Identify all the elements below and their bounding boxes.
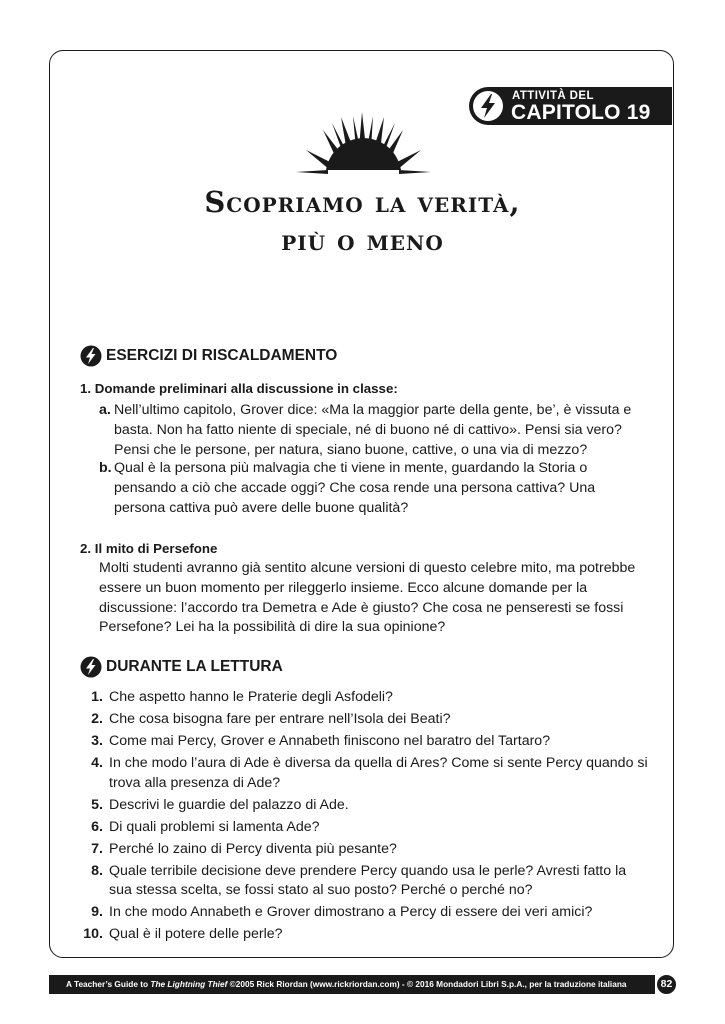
item-number: 8.: [91, 862, 103, 879]
item-text: Che aspetto hanno le Praterie degli Asfodeli?: [109, 689, 393, 705]
page-title-line-1: Scopriamo la verità,: [204, 185, 521, 219]
list-item: [80, 925, 650, 945]
item-number: 9.: [91, 904, 103, 921]
item-number: 6.: [91, 818, 103, 835]
item-number: 10.: [83, 926, 103, 943]
item-text: Nell’ultimo capitolo, Grover dice: «Ma la maggior parte della gente, be’, è vissuta e basta. Non ha fatto niente di speciale, né di buono né di cattivo». Pensi sia vero? Pensi che le persone, per natura, siano buone, cattive, o una via di mezzo?: [114, 402, 632, 458]
page-number: 82: [656, 974, 677, 995]
section-heading-text: DURANTE LA LETTURA: [106, 658, 283, 675]
chapter-badge: [469, 87, 672, 125]
item-text: In che modo Annabeth e Grover dimostrano a Percy di essere dei veri amici?: [109, 904, 593, 921]
item-text: Descrivi le guardie del palazzo di Ade.: [109, 796, 349, 813]
reading-question-list: [80, 688, 650, 947]
item-text: Qual è il potere delle perle?: [109, 926, 283, 943]
item-label: a.: [99, 402, 111, 418]
item-text: Molti studenti avranno già sentito alcune versioni di questo celebre mito, ma potrebbe essere un buon momento per rileggerlo insieme. Ecco alcune domande per la discussione: l’accordo tra Demetra e Ade è giusto? Che cosa ne penseresti se fossi Persefone? Lei ha la possibilità di dire la sua opinione?: [99, 560, 636, 636]
lightning-bolt-icon: [80, 656, 102, 678]
page-title-line-2: più o meno: [281, 223, 444, 257]
list-item: [80, 840, 650, 860]
footer-suffix: ©2005 Rick Riordan (www.rickriordan.com) - © 2016 Mondadori Libri S.p.A., per la traduzione italiana: [227, 979, 627, 989]
badge-label-big: CAPITOLO 19: [511, 101, 651, 124]
footer-prefix: A Teacher’s Guide to: [66, 979, 151, 989]
footer-book-title: The Lightning Thief: [150, 979, 228, 989]
list-item: [80, 862, 650, 902]
item-text: Come mai Percy, Grover e Annabeth finiscono nel baratro del Tartaro?: [109, 732, 551, 749]
item-number: 7.: [91, 840, 103, 857]
list-item: [80, 754, 650, 794]
item-label: b.: [99, 460, 112, 476]
question-title: 2. Il mito di Persefone: [80, 541, 218, 556]
item-number: 2.: [91, 710, 103, 727]
item-number: 5.: [91, 796, 103, 813]
list-item: [80, 688, 650, 708]
question-title: 1. Domande preliminari alla discussione in classe:: [80, 381, 398, 396]
item-number: 4.: [91, 754, 103, 771]
item-text: Che cosa bisogna fare per entrare nell’Isola dei Beati?: [109, 710, 451, 727]
item-text: Di quali problemi si lamenta Ade?: [109, 818, 320, 835]
item-text: Qual è la persona più malvagia che ti viene in mente, guardando la Storia o pensando a ciò che accade oggi? Che cosa rende una persona cattiva? Una persona cattiva può avere delle buone qualità?: [114, 460, 596, 516]
list-item: [80, 732, 650, 752]
lightning-bolt-icon: [80, 345, 102, 367]
list-item: [80, 796, 650, 816]
lightning-bolt-icon: [472, 90, 504, 122]
item-text: In che modo l’aura di Ade è diversa da quella di Ares? Come si sente Percy quando si trova alla presenza di Ade?: [109, 754, 648, 791]
list-item: [80, 710, 650, 730]
rising-sun-icon: [296, 110, 431, 180]
list-item: [80, 903, 650, 923]
item-text: Perché lo zaino di Percy diventa più pesante?: [109, 840, 397, 857]
item-number: 1.: [91, 689, 103, 705]
list-item: [80, 818, 650, 838]
item-text: Quale terribile decisione deve prendere Percy quando usa le perle? Avresti fatto la sua stessa scelta, se fossi stato al suo posto? Perché o perché no?: [109, 862, 627, 899]
badge-label-small: ATTIVITÀ DEL: [512, 90, 594, 102]
footer-bar: [49, 975, 655, 994]
section-heading-text: ESERCIZI DI RISCALDAMENTO: [106, 347, 338, 364]
item-number: 3.: [91, 732, 103, 749]
